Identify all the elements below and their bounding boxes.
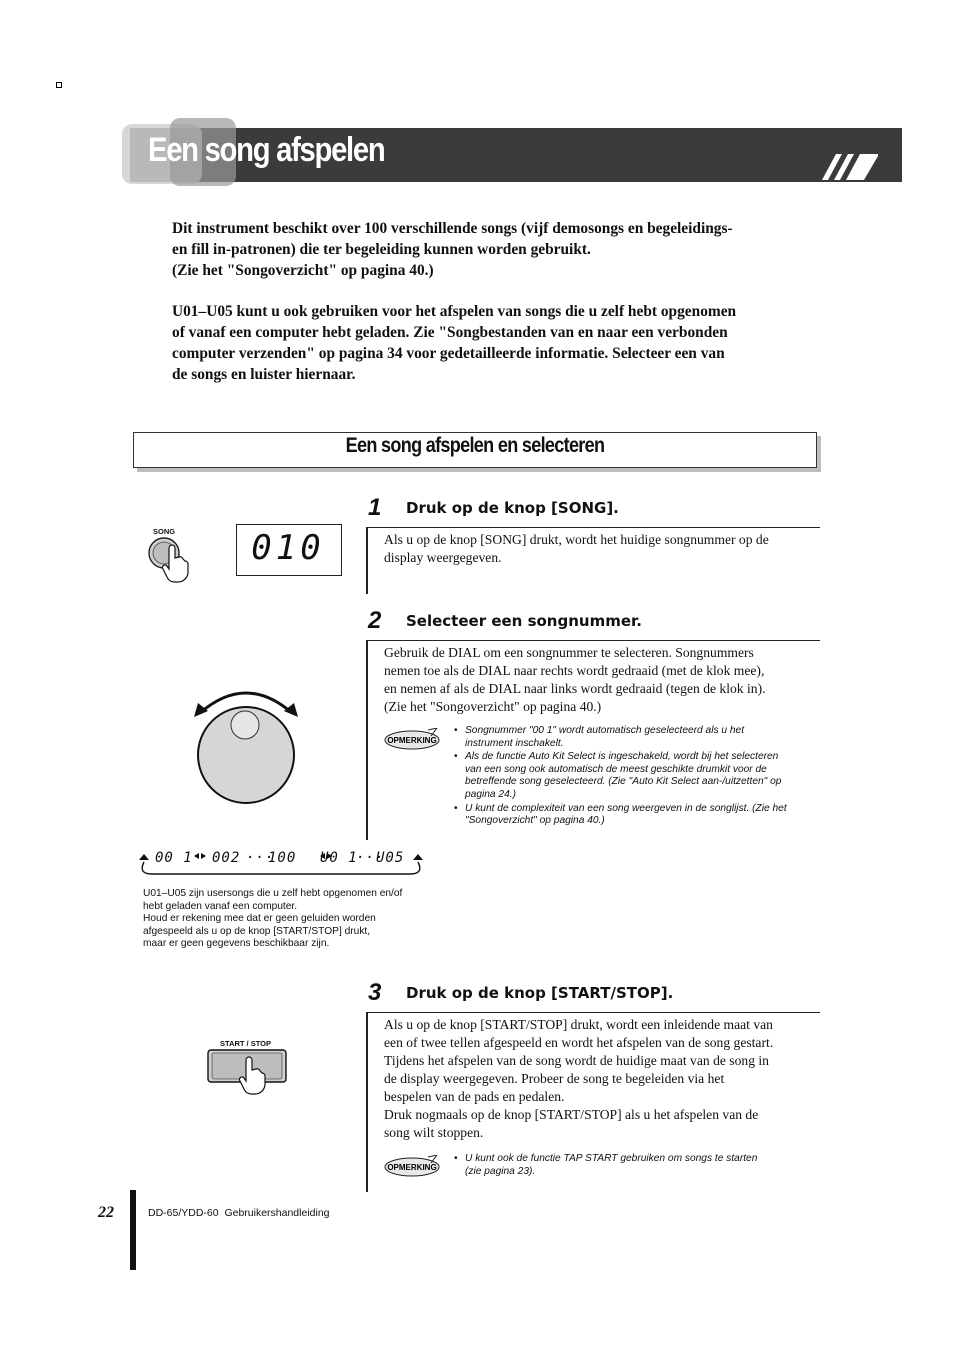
lcd-display-value: 010 xyxy=(251,528,325,568)
sequence-second: 002 xyxy=(212,850,241,866)
banner-stripes xyxy=(808,154,878,180)
start-stop-button-label: START / STOP xyxy=(220,1039,271,1048)
note-item: • Als de functie Auto Kit Select is ingeschakeld, wordt bij het selecteren van een song ook automatisch de meest geschikte drumkit voor de betreffende song geselecteerd. (Zie "Auto Kit Select aan-/uitzetten" op pagina 24.) xyxy=(454,751,820,801)
song-button-press-icon[interactable] xyxy=(145,536,197,588)
footer-manual-title: DD-65/YDD-60 Gebruikershandleiding xyxy=(148,1207,330,1219)
dial-icon[interactable] xyxy=(190,683,302,805)
step-1-rule xyxy=(366,527,820,528)
step-3-number: 3 xyxy=(368,979,382,1006)
sequence-u05: U05 xyxy=(376,850,405,866)
usersong-caption: U01–U05 zijn usersongs die u zelf hebt opgenomen en/of hebt geladen vanaf een computer. Houd er rekening mee dat er geen geluiden worden afgespeeld als u op de knop [START/STOP] drukt, maar er geen gegevens beschikbaar zijn. xyxy=(143,888,403,950)
opmerking-badge-label: OPMERKING xyxy=(387,736,437,745)
song-button-label: SONG xyxy=(153,527,176,536)
corner-mark xyxy=(56,82,62,88)
step-2-title: Selecteer een songnummer. xyxy=(406,612,642,630)
step-1-vrule xyxy=(366,527,368,594)
note-item: • U kunt ook de functie TAP START gebruiken om songs te starten (zie pagina 23). xyxy=(454,1153,820,1178)
step-3-notes xyxy=(454,1153,820,1179)
sequence-u01: U0 1 xyxy=(320,850,358,866)
step-1-number: 1 xyxy=(368,494,382,521)
step-2-number: 2 xyxy=(368,607,382,634)
footer-bar xyxy=(130,1190,136,1270)
page-number: 22 xyxy=(98,1204,114,1221)
step-3-rule xyxy=(366,1012,820,1013)
note-item: • U kunt de complexiteit van een song weergeven in de songlijst. (Zie het "Songoverzicht" op pagina 40.) xyxy=(454,803,820,828)
step-1-title: Druk op de knop [SONG]. xyxy=(406,499,619,517)
step-2-notes xyxy=(454,725,820,829)
step-2-rule xyxy=(366,640,820,641)
sequence-start: 00 1 xyxy=(155,850,193,866)
sequence-dots-1: ··· xyxy=(246,850,275,866)
opmerking-badge-icon xyxy=(384,728,440,750)
step-3-title: Druk op de knop [START/STOP]. xyxy=(406,984,674,1002)
section-title: Een song afspelen en selecteren xyxy=(345,434,605,457)
step-3-body: Als u op de knop [START/STOP] drukt, wordt een inleidende maat van een of twee tellen afgespeeld en wordt het afspelen van de song gestart. Tijdens het afspelen van de song wordt de huidige maat van de song in de display weergegeven. Probeer de song te begeleiden via het bespelen van de pads en pedalen. Druk nogmaals op de knop [START/STOP] als u het afspelen van de song wilt stoppen. xyxy=(384,1017,774,1140)
step-2-vrule xyxy=(366,640,368,840)
step-3-vrule xyxy=(366,1012,368,1192)
opmerking-badge-label: OPMERKING xyxy=(387,1163,437,1172)
note-item: • Songnummer "00 1" wordt automatisch geselecteerd als u het instrument inschakelt. xyxy=(454,725,820,750)
step-1-body: Als u op de knop [SONG] drukt, wordt het huidige songnummer op de display weergegeven. xyxy=(384,532,769,565)
start-stop-button-press-icon[interactable] xyxy=(206,1048,290,1104)
page-title: Een song afspelen xyxy=(148,131,385,169)
opmerking-badge-icon xyxy=(384,1155,440,1177)
sequence-100: 100 xyxy=(268,850,297,866)
intro-paragraph-1: Dit instrument beschikt over 100 verschillende songs (vijf demosongs en begeleidings- en fill in-patronen) die ter begeleiding kunnen worden gebruikt. (Zie het "Songoverzicht" op pagina 40.) xyxy=(172,220,733,279)
step-2-body: Gebruik de DIAL om een songnummer te selecteren. Songnummers nemen toe als de DIAL naar rechts wordt gedraaid (met de klok mee), en nemen af als de DIAL naar links wordt gedraaid (tegen de klok in). (Zie het "Songoverzicht" op pagina 40.) xyxy=(384,645,766,714)
sequence-dots-2: ··· xyxy=(356,850,385,866)
intro-paragraph-2: U01–U05 kunt u ook gebruiken voor het afspelen van songs die u zelf hebt opgenomen of vanaf een computer hebt geladen. Zie "Songbestanden van en naar een verbonden computer verzenden" op pagina 34 voor gedetailleerde informatie. Selecteer een van de songs en luister hiernaar. xyxy=(172,303,737,383)
